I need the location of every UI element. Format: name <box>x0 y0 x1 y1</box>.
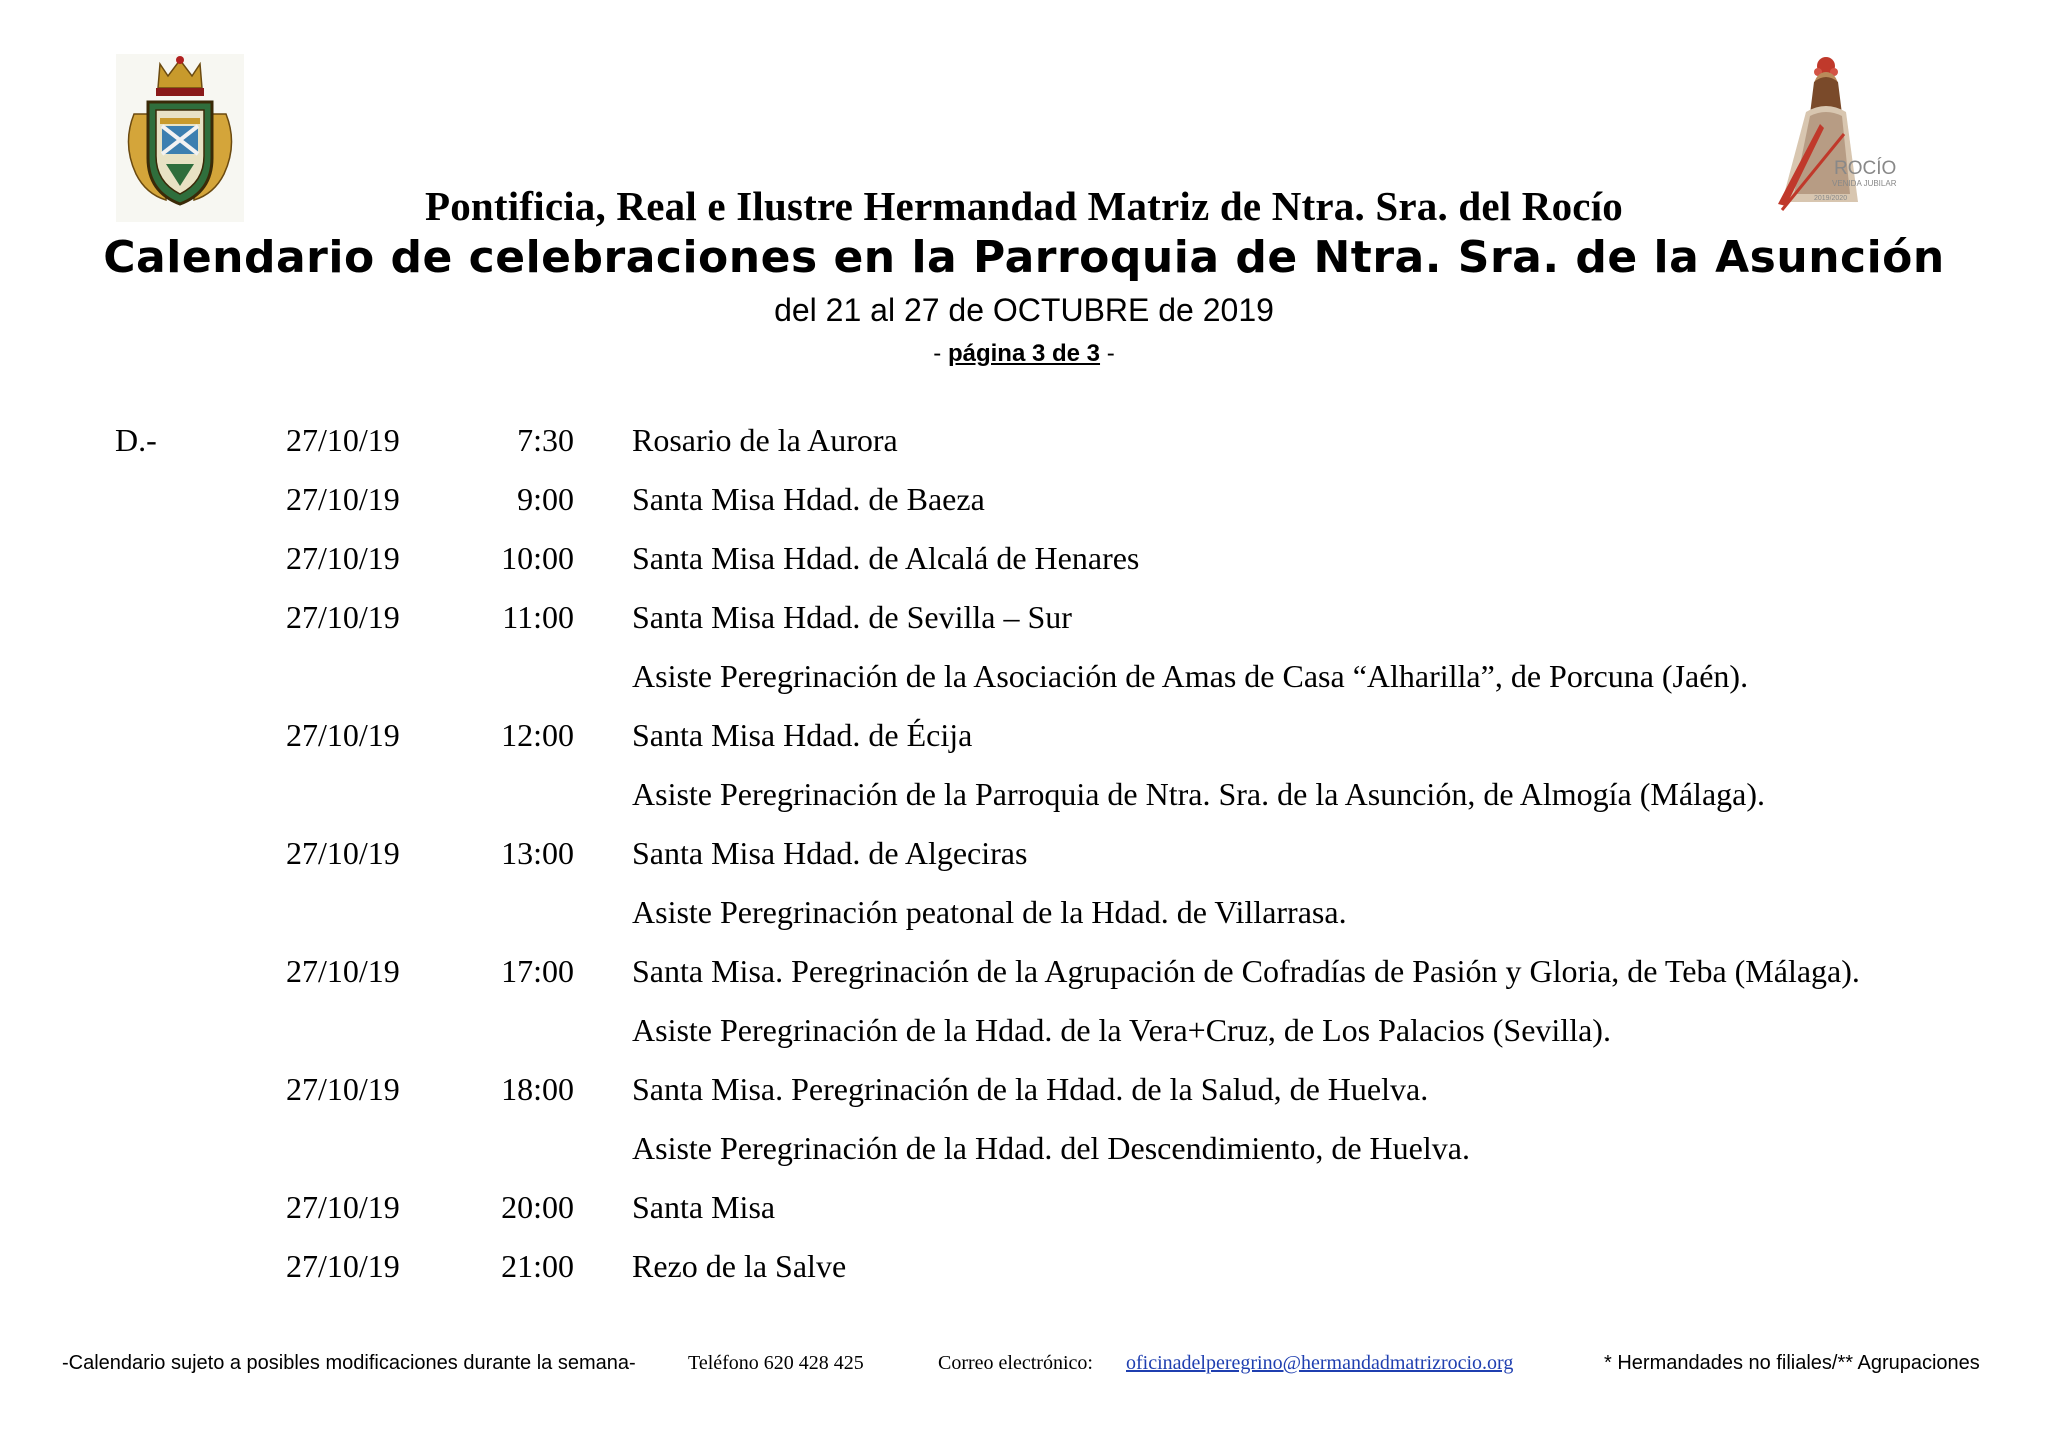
footer-disclaimer: -Calendario sujeto a posibles modificaciones durante la semana- <box>62 1352 636 1374</box>
row-description: Asiste Peregrinación de la Parroquia de Ntra. Sra. de la Asunción, de Almogía (Málaga). <box>632 776 1765 812</box>
row-date: 27/10/19 <box>286 422 400 458</box>
row-date: 27/10/19 <box>286 481 400 517</box>
row-date: 27/10/19 <box>286 1071 400 1107</box>
page-prefix: - <box>933 340 948 367</box>
row-time: 9:00 <box>517 481 574 517</box>
schedule-row <box>0 1179 2048 1238</box>
row-date: 27/10/19 <box>286 835 400 871</box>
row-description: Santa Misa. Peregrinación de la Hdad. de la Salud, de Huelva. <box>632 1071 1429 1107</box>
row-description: Rosario de la Aurora <box>632 422 898 458</box>
row-description: Asiste Peregrinación de la Hdad. del Descendimiento, de Huelva. <box>632 1130 1470 1166</box>
rocio-logo-subtext: VENIDA JUBILAR <box>1832 179 1897 188</box>
schedule-row <box>0 471 2048 530</box>
row-day: D.- <box>115 422 157 458</box>
footer-phone: Teléfono 620 428 425 <box>688 1352 864 1374</box>
schedule-row <box>0 825 2048 884</box>
schedule-row <box>0 589 2048 648</box>
row-description: Santa Misa Hdad. de Sevilla – Sur <box>632 599 1072 635</box>
row-description: Asiste Peregrinación de la Asociación de Amas de Casa “Alharilla”, de Porcuna (Jaén). <box>632 658 1749 694</box>
row-time: 13:00 <box>501 835 574 871</box>
footer-email-link[interactable]: oficinadelperegrino@hermandadmatrizrocio.org <box>1126 1352 1514 1374</box>
rocio-logo-years: 2019/2020 <box>1814 195 1848 202</box>
footer-email-label: Correo electrónico: <box>938 1352 1093 1374</box>
row-time: 7:30 <box>517 422 574 458</box>
row-description: Santa Misa Hdad. de Baeza <box>632 481 985 517</box>
schedule-list <box>0 412 2048 1297</box>
row-time: 18:00 <box>501 1071 574 1107</box>
schedule-row <box>0 530 2048 589</box>
row-date: 27/10/19 <box>286 599 400 635</box>
row-date: 27/10/19 <box>286 1248 400 1284</box>
organization-name: Pontificia, Real e Ilustre Hermandad Matriz de Ntra. Sra. del Rocío <box>424 183 1623 229</box>
row-description: Santa Misa Hdad. de Algeciras <box>632 835 1028 871</box>
row-description: Santa Misa Hdad. de Alcalá de Henares <box>632 540 1140 576</box>
date-range: del 21 al 27 de OCTUBRE de 2019 <box>774 292 1274 328</box>
schedule-row <box>0 648 2048 707</box>
schedule-row <box>0 1238 2048 1297</box>
schedule-row <box>0 943 2048 1002</box>
row-time: 11:00 <box>502 599 574 635</box>
page-indicator <box>0 340 2048 368</box>
row-description: Santa Misa. Peregrinación de la Agrupación de Cofradías de Pasión y Gloria, de Teba (Málaga). <box>632 953 1860 989</box>
row-date: 27/10/19 <box>286 540 400 576</box>
row-time: 20:00 <box>501 1189 574 1225</box>
row-time: 21:00 <box>501 1248 574 1284</box>
row-date: 27/10/19 <box>286 953 400 989</box>
row-date: 27/10/19 <box>286 717 400 753</box>
row-time: 10:00 <box>501 540 574 576</box>
page-suffix: - <box>1100 340 1115 367</box>
schedule-row <box>0 1002 2048 1061</box>
schedule-row <box>0 766 2048 825</box>
row-time: 12:00 <box>501 717 574 753</box>
row-date: 27/10/19 <box>286 1189 400 1225</box>
row-description: Santa Misa <box>632 1189 776 1225</box>
row-description: Santa Misa Hdad. de Écija <box>632 717 973 753</box>
page-number: página 3 de 3 <box>947 340 1101 367</box>
row-description: Asiste Peregrinación de la Hdad. de la Vera+Cruz, de Los Palacios (Sevilla). <box>632 1012 1611 1048</box>
schedule-row <box>0 1120 2048 1179</box>
schedule-row <box>0 707 2048 766</box>
row-time: 17:00 <box>501 953 574 989</box>
rocio-logo-text: ROCÍO <box>1834 158 1897 179</box>
document-title: Calendario de celebraciones en la Parroquia de Ntra. Sra. de la Asunción <box>103 232 1945 283</box>
footer-note: * Hermandades no filiales/** Agrupaciones <box>1604 1352 1980 1374</box>
schedule-row <box>0 1061 2048 1120</box>
row-description: Rezo de la Salve <box>632 1248 847 1284</box>
row-description: Asiste Peregrinación peatonal de la Hdad. de Villarrasa. <box>632 894 1347 930</box>
schedule-row <box>0 884 2048 943</box>
schedule-row <box>0 412 2048 471</box>
